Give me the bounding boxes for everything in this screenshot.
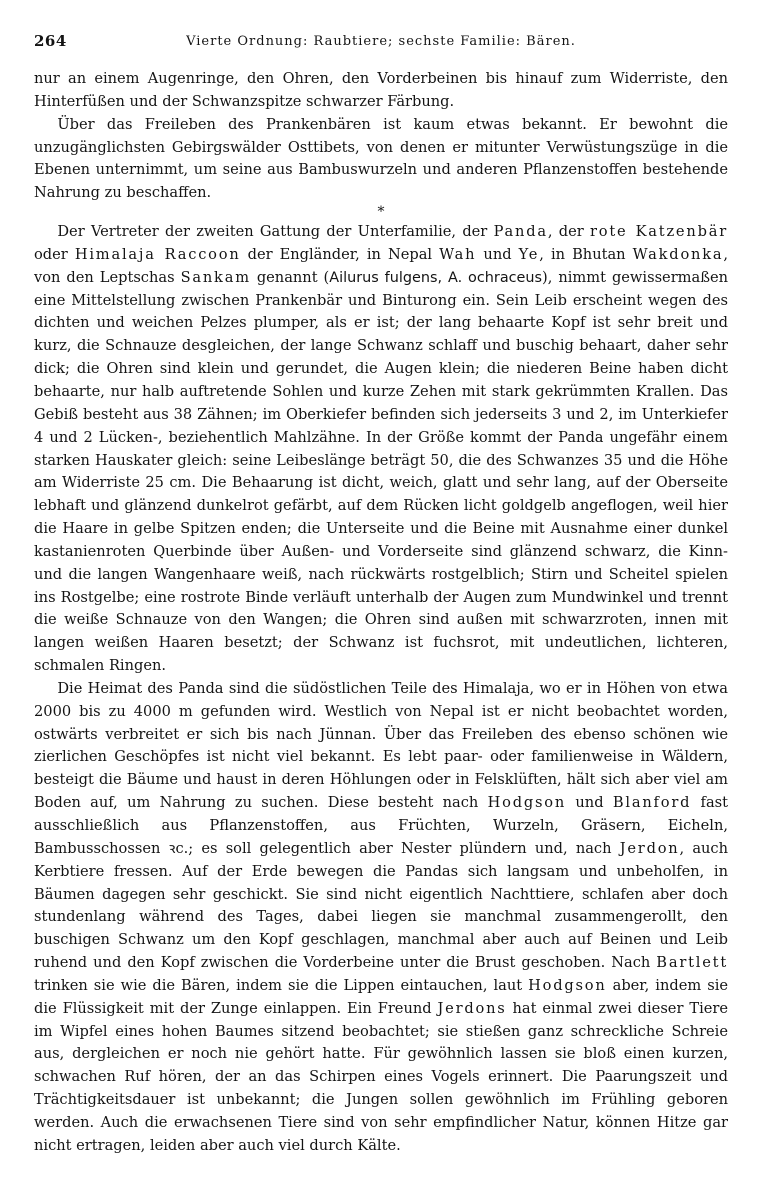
spaced-term: Jerdons	[437, 999, 507, 1017]
text-run: trinken sie wie die Bären, indem sie die Lippen eintauchen, laut	[34, 976, 529, 994]
paragraph-text: nur an einem Augenringe, den Ohren, den Vorderbeinen bis hinauf zum Widerriste, den Hinterfüßen und der Schwanzspitze schwarzer Färbung.	[34, 70, 728, 110]
paragraph-text: Über das Freileben des Prankenbären ist kaum etwas bekannt. Er bewohnt die unzugänglichsten Gebirgswälder Osttibets, von denen er mitunter Verwüstungszüge in die Ebenen unternimmt, um seine aus Bambuswurzeln und anderen Pflanzenstoffen bestehende Nahrung zu beschaffen.	[34, 115, 728, 202]
text-run: fast ausschließlich aus Pflanzenstoffen, aus Früchten, Wurzeln, Gräsern, Eicheln, Bambusschossen ꝛc.; es soll gelegentlich aber Nester plündern und, nach	[34, 794, 728, 857]
spaced-term: Hodgson	[528, 976, 607, 994]
spaced-term: Bartlett	[656, 954, 728, 972]
text-run: und	[566, 794, 613, 812]
spaced-term: Himalaja Raccoon	[74, 245, 241, 263]
text-run: , von den Leptschas	[34, 245, 729, 286]
paragraph-panda-lebensweise	[34, 678, 728, 1158]
paragraph-panda-description	[34, 221, 728, 678]
spaced-term: Panda	[493, 223, 548, 241]
page-header	[34, 32, 728, 54]
spaced-term: Wakdonka	[632, 245, 724, 263]
body-text	[34, 68, 728, 1158]
spaced-term: Blanford	[612, 794, 692, 812]
spaced-term: Sankam	[180, 268, 251, 286]
text-run: aber, indem sie die Flüssigkeit mit der Zunge einlappen. Ein Freund	[34, 976, 728, 1017]
text-run: Die Heimat des Panda sind die südöstlichen Teile des Himalaja, wo er in Höhen von etwa 2000 bis zu 4000 m gefunden wird. Westlich von Nepal ist er nicht beobachtet worden, ostwärts verbreitet er sich bis nach Jünnan. Über das Freileben des ebenso schönen wie zierlichen Geschöpfes ist nicht viel bekannt. Es lebt paar- oder familienweise in Wäldern, besteigt die Bäume und haust in deren Höhlungen oder in Felsklüften, hält sich aber viel am Boden auf, um Nahrung zu suchen. Diese besteht nach	[34, 679, 728, 812]
text-run: oder	[34, 245, 75, 263]
text-run: hat einmal zwei dieser Tiere im Wipfel eines hohen Baumes sitzend beobachtet; sie stießen ganz schreckliche Schreie aus, dergleichen er noch nie gehört hatte. Für gewöhnlich lassen sie bloß einen kurzen, schwachen Ruf hören, der an das Schirpen eines Vogels erinnert. Die Paarungszeit und Trächtigkeitsdauer ist unbekannt; die Jungen sollen gewöhnlich im Frühling geboren werden. Auch die erwachsenen Tiere sind von sehr empfindlicher Natur, können Hitze gar nicht ertragen, leiden aber auch viel durch Kälte.	[34, 999, 728, 1154]
text-run: , in Bhutan	[539, 245, 633, 263]
book-page	[34, 32, 728, 1158]
text-run: und	[476, 245, 519, 263]
spaced-term: Wah	[439, 245, 477, 263]
paragraph-continuation	[34, 68, 728, 114]
text-run: , der	[547, 223, 591, 241]
section-separator: *	[377, 204, 385, 221]
text-run: genannt (	[250, 268, 330, 286]
text-run: Der Vertreter der zweiten Gattung der Unterfamilie, der	[57, 223, 494, 241]
spaced-term: Jerdon	[619, 839, 680, 857]
spaced-term: Ye	[518, 245, 540, 263]
text-run: ), nimmt gewissermaßen eine Mittelstellung zwischen Prankenbär und Binturong ein. Sein Leib erscheint wegen des dichten und weichen Pelzes plumper, als er ist; der lang behaarte Kopf ist sehr breit und kurz, die Schnauze desgleichen, der lange Schwanz schlaff und buschig behaart, daher sehr dick; die Ohren sind klein und gerundet, die Augen klein; die niederen Beine haben dicht behaarte, nur halb auftretende Sohlen und kurze Zehen mit stark gekrümmten Krallen. Das Gebiß besteht aus 38 Zähnen; im Oberkiefer befinden sich jederseits 3 und 2, im Unterkiefer 4 und 2 Lücken-, beziehentlich Mahlzähne. In der Größe kommt der Panda ungefähr einem starken Hauskater gleich: seine Leibeslänge beträgt 50, die des Schwanzes 35 und die Höhe am Widerriste 25 cm. Die Behaarung ist dicht, weich, glatt und sehr lang, auf der Oberseite lebhaft und glänzend dunkelrot gefärbt, auf dem Rücken licht goldgelb angeflogen, weil hier die Haare in gelbe Spitzen enden; die Unterseite und die Beine mit Ausnahme einer dunkel kastanienroten Querbinde über Außen- und Vorderseite sind glänzend schwarz, die Kinn- und die langen Wangenhaare weiß, nach rückwärts rostgelblich; Stirn und Scheitel spielen ins Rostgelbe; eine rostrote Binde verläuft unterhalb der Augen zum Mundwinkel und trennt die weiße Schnauze von den Wangen; die Ohren sind außen mit schwarzroten, innen mit langen weißen Haaren besetzt; der Schwanz ist fuchsrot, mit undeutlichen, lichteren, schmalen Ringen.	[34, 268, 728, 675]
spaced-term: rote Katzenbär	[590, 223, 728, 241]
text-run: , auch Kerbtiere fressen. Auf der Erde bewegen die Pandas sich langsam und unbeholfen, in Bäumen dagegen sehr geschickt. Sie sind nicht eigentlich Nachttiere, schlafen aber doch stundenlang während des Tages, dabei liegen sie manchmal zusammengerollt, den buschigen Schwanz um den Kopf geschlagen, manchmal aber auch auf Beinen und Leib ruhend und den Kopf zwischen die Vorderbeine unter die Brust geschoben. Nach	[34, 839, 728, 972]
paragraph-prankenbaer-freileben	[34, 114, 728, 205]
running-head: Vierte Ordnung: Raubtiere; sechste Familie: Bären.	[186, 34, 576, 49]
spaced-term: Hodgson	[487, 794, 567, 812]
text-run: der Engländer, in Nepal	[240, 245, 440, 263]
latin-name: Ailurus fulgens, A. ochraceus	[329, 269, 543, 286]
page-number: 264	[34, 32, 67, 50]
